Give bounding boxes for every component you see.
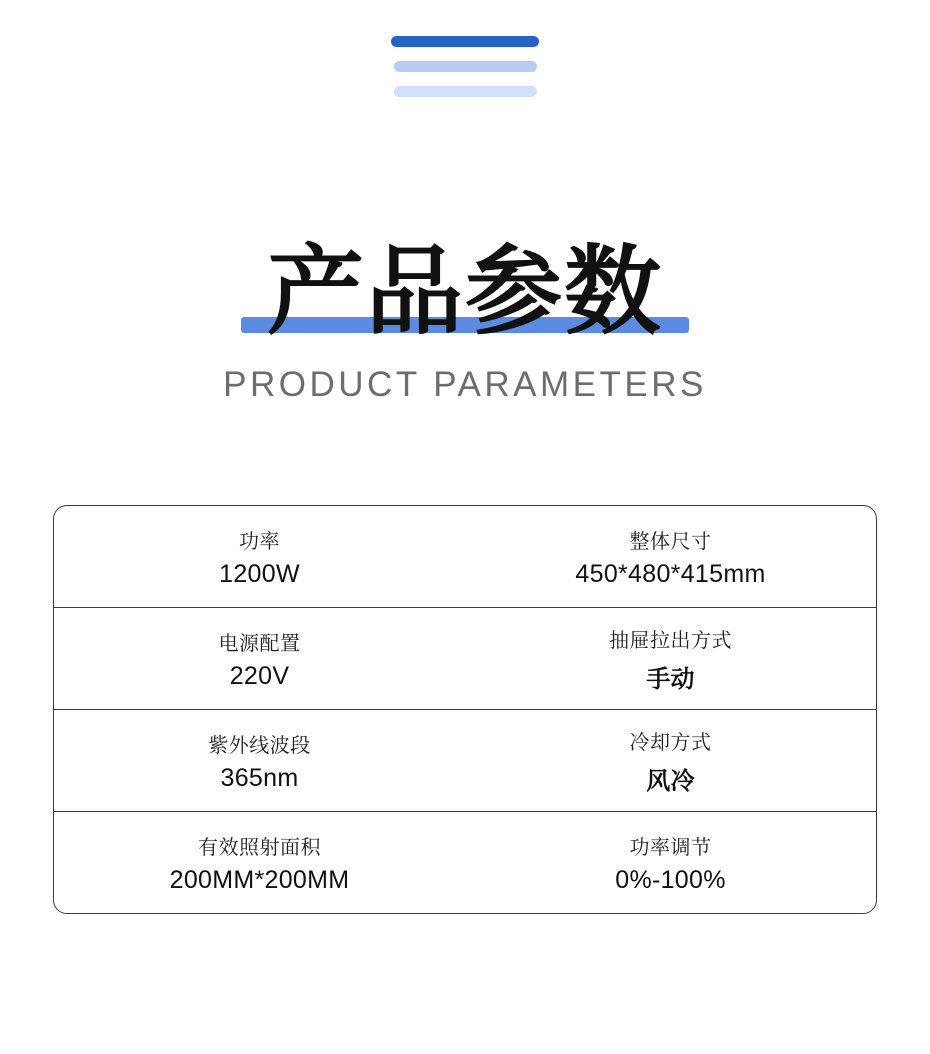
parameter-value: 365nm	[220, 763, 299, 792]
parameter-label: 功率	[239, 530, 280, 553]
title-cn-holder	[261, 237, 669, 346]
parameter-label: 冷却方式	[629, 731, 712, 754]
decorative-bar-primary	[391, 36, 539, 47]
parameter-label: 紫外线波段	[208, 734, 311, 757]
table-row	[54, 812, 876, 913]
parameter-label: 整体尺寸	[629, 530, 712, 553]
parameter-value: 风冷	[646, 767, 695, 795]
parameter-label: 电源配置	[218, 632, 301, 655]
parameter-cell-power-supply	[54, 608, 465, 709]
parameter-value: 450*480*415mm	[575, 559, 766, 588]
table-row	[54, 710, 876, 812]
parameter-value: 0%-100%	[615, 865, 726, 894]
parameter-cell-effective-area	[54, 812, 465, 913]
table-row	[54, 608, 876, 710]
parameter-label: 抽屉拉出方式	[609, 629, 732, 652]
parameter-value: 手动	[646, 665, 695, 693]
parameter-value: 220V	[229, 661, 290, 690]
page-subtitle: PRODUCT PARAMETERS	[223, 364, 707, 404]
parameter-cell-cooling-method	[465, 710, 876, 811]
parameter-value: 1200W	[219, 559, 300, 588]
decorative-bar-tertiary	[394, 86, 537, 97]
parameter-cell-power	[54, 506, 465, 607]
decorative-bar-secondary	[394, 61, 537, 72]
parameter-label: 有效照射面积	[198, 836, 321, 859]
parameter-value: 200MM*200MM	[169, 865, 350, 894]
decorative-bars	[0, 36, 930, 97]
page-title: 产品参数	[267, 237, 663, 346]
parameter-cell-drawer-pullout	[465, 608, 876, 709]
parameter-label: 功率调节	[629, 836, 712, 859]
table-row	[54, 506, 876, 608]
parameters-table	[53, 505, 877, 914]
parameter-cell-uv-wavelength	[54, 710, 465, 811]
page-title-block	[0, 237, 930, 405]
parameter-cell-overall-size	[465, 506, 876, 607]
parameter-cell-power-adjustment	[465, 812, 876, 913]
